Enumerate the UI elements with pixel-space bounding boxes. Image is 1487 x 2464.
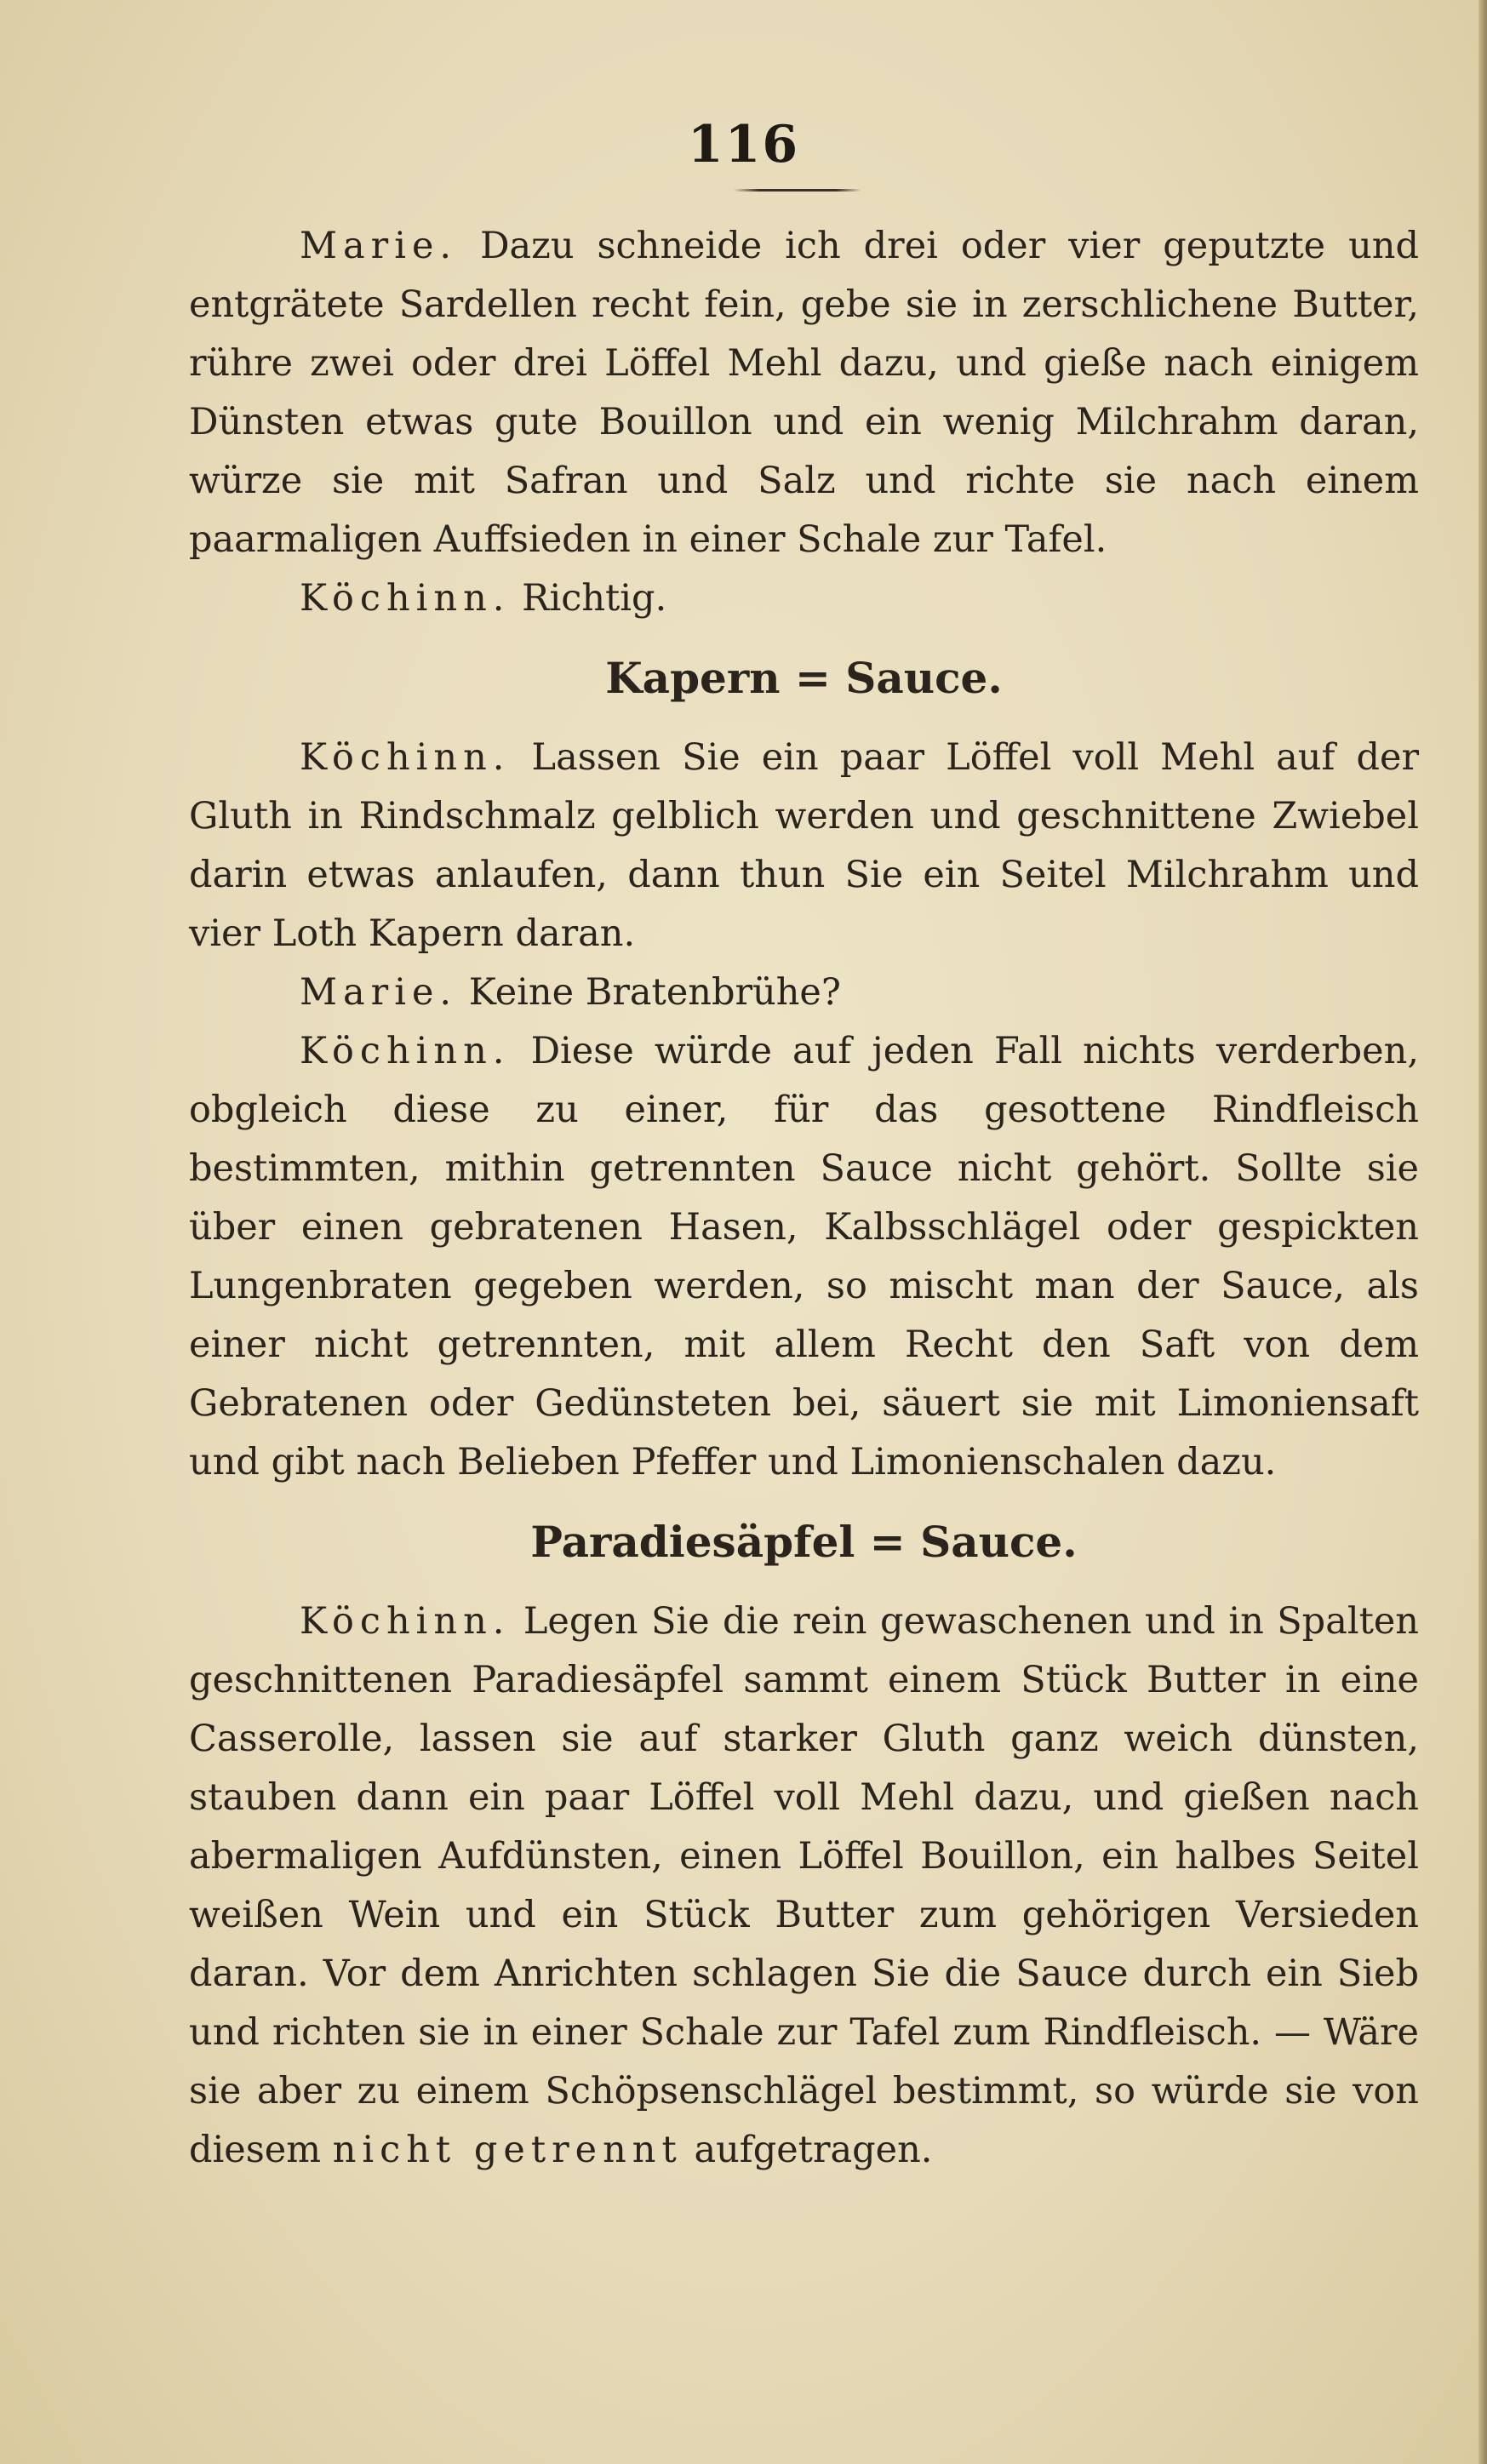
paragraph-text: Legen Sie die rein gewaschenen und in Spalten geschnittenen Paradiesäpfel sammt einem Stück Butter in eine Casserolle, lassen sie auf starker Gluth ganz weich dünsten, stauben dann ein paar Löffel voll Mehl dazu, und gießen nach abermaligen Aufdünsten, einen Löffel Bouillon, ein halbes Seitel weißen Wein und ein Stück Butter zum gehörigen Versieden daran. Vor dem Anrichten schlagen Sie die Sauce durch ein Sieb und richten sie in einer Schale zur Tafel zum Rindfleisch. — Wäre sie aber zu einem Schöpsenschlägel bestimmt, so würde sie von diesem [189, 1600, 1419, 2171]
speaker-label: Köchinn. [300, 1030, 511, 1072]
paragraph-text: Keine Bratenbrühe? [468, 971, 841, 1014]
paragraph-text: Richtig. [522, 577, 667, 620]
page-number-rule [734, 189, 861, 192]
paragraph-koechinn-richtig [189, 569, 1419, 628]
paragraph-text: Diese würde auf jeden Fall nichts verderben, obgleich diese zu einer, für das gesottene Rindfleisch bestimmten, mithin getrennten Sauce nicht gehört. Sollte sie über einen gebratenen Hasen, Kalbsschlägel oder gespickten Lungenbraten gegeben werden, so mischt man der Sauce, als einer nicht getrennten, mit allem Recht den Saft von dem Gebratenen oder Gedünsteten bei, säuert sie mit Limoniensaft und gibt nach Belieben Pfeffer und Limonienschalen dazu. [189, 1030, 1419, 1484]
emphasis-spaced-text: nicht getrennt [332, 2129, 683, 2171]
paragraph-koechinn-kapern [189, 729, 1419, 963]
speaker-label: Köchinn. [300, 577, 511, 620]
page-edge-shadow [1478, 0, 1487, 2464]
speaker-label: Köchinn. [300, 736, 511, 779]
paragraph-koechinn-paradiesaepfel [189, 1592, 1419, 2180]
body-text [189, 217, 1419, 2180]
paragraph-text: Lassen Sie ein paar Löffel voll Mehl auf der Gluth in Rindschmalz gelblich werden und geschnittene Zwiebel darin etwas anlaufen, dann thun Sie ein Seitel Milchrahm und vier Loth Kapern daran. [189, 736, 1420, 955]
paragraph-text: Dazu schneide ich drei oder vier geputzte und entgrätete Sardellen recht fein, gebe sie in zerschlichene Butter, rühre zwei oder drei Löffel Mehl dazu, und gieße nach einigem Dünsten etwas gute Bouillon und ein wenig Milchrahm daran, würze sie mit Safran und Salz und richte sie nach einem paarmaligen Auffsieden in einer Schale zur Tafel. [189, 225, 1419, 561]
heading-kapern-sauce: Kapern = Sauce. [605, 653, 1003, 703]
paragraph-marie-sardellen [189, 217, 1419, 569]
speaker-label: Marie. [300, 225, 458, 267]
speaker-label: Köchinn. [300, 1600, 511, 1643]
speaker-label: Marie. [300, 971, 458, 1014]
paragraph-koechinn-diese [189, 1022, 1419, 1492]
heading-paradiesaepfel-sauce: Paradiesäpfel = Sauce. [530, 1517, 1078, 1567]
paragraph-marie-bratenbruehe [189, 963, 1419, 1022]
paragraph-tail: aufgetragen. [694, 2129, 933, 2171]
page-number: 116 [687, 115, 800, 174]
